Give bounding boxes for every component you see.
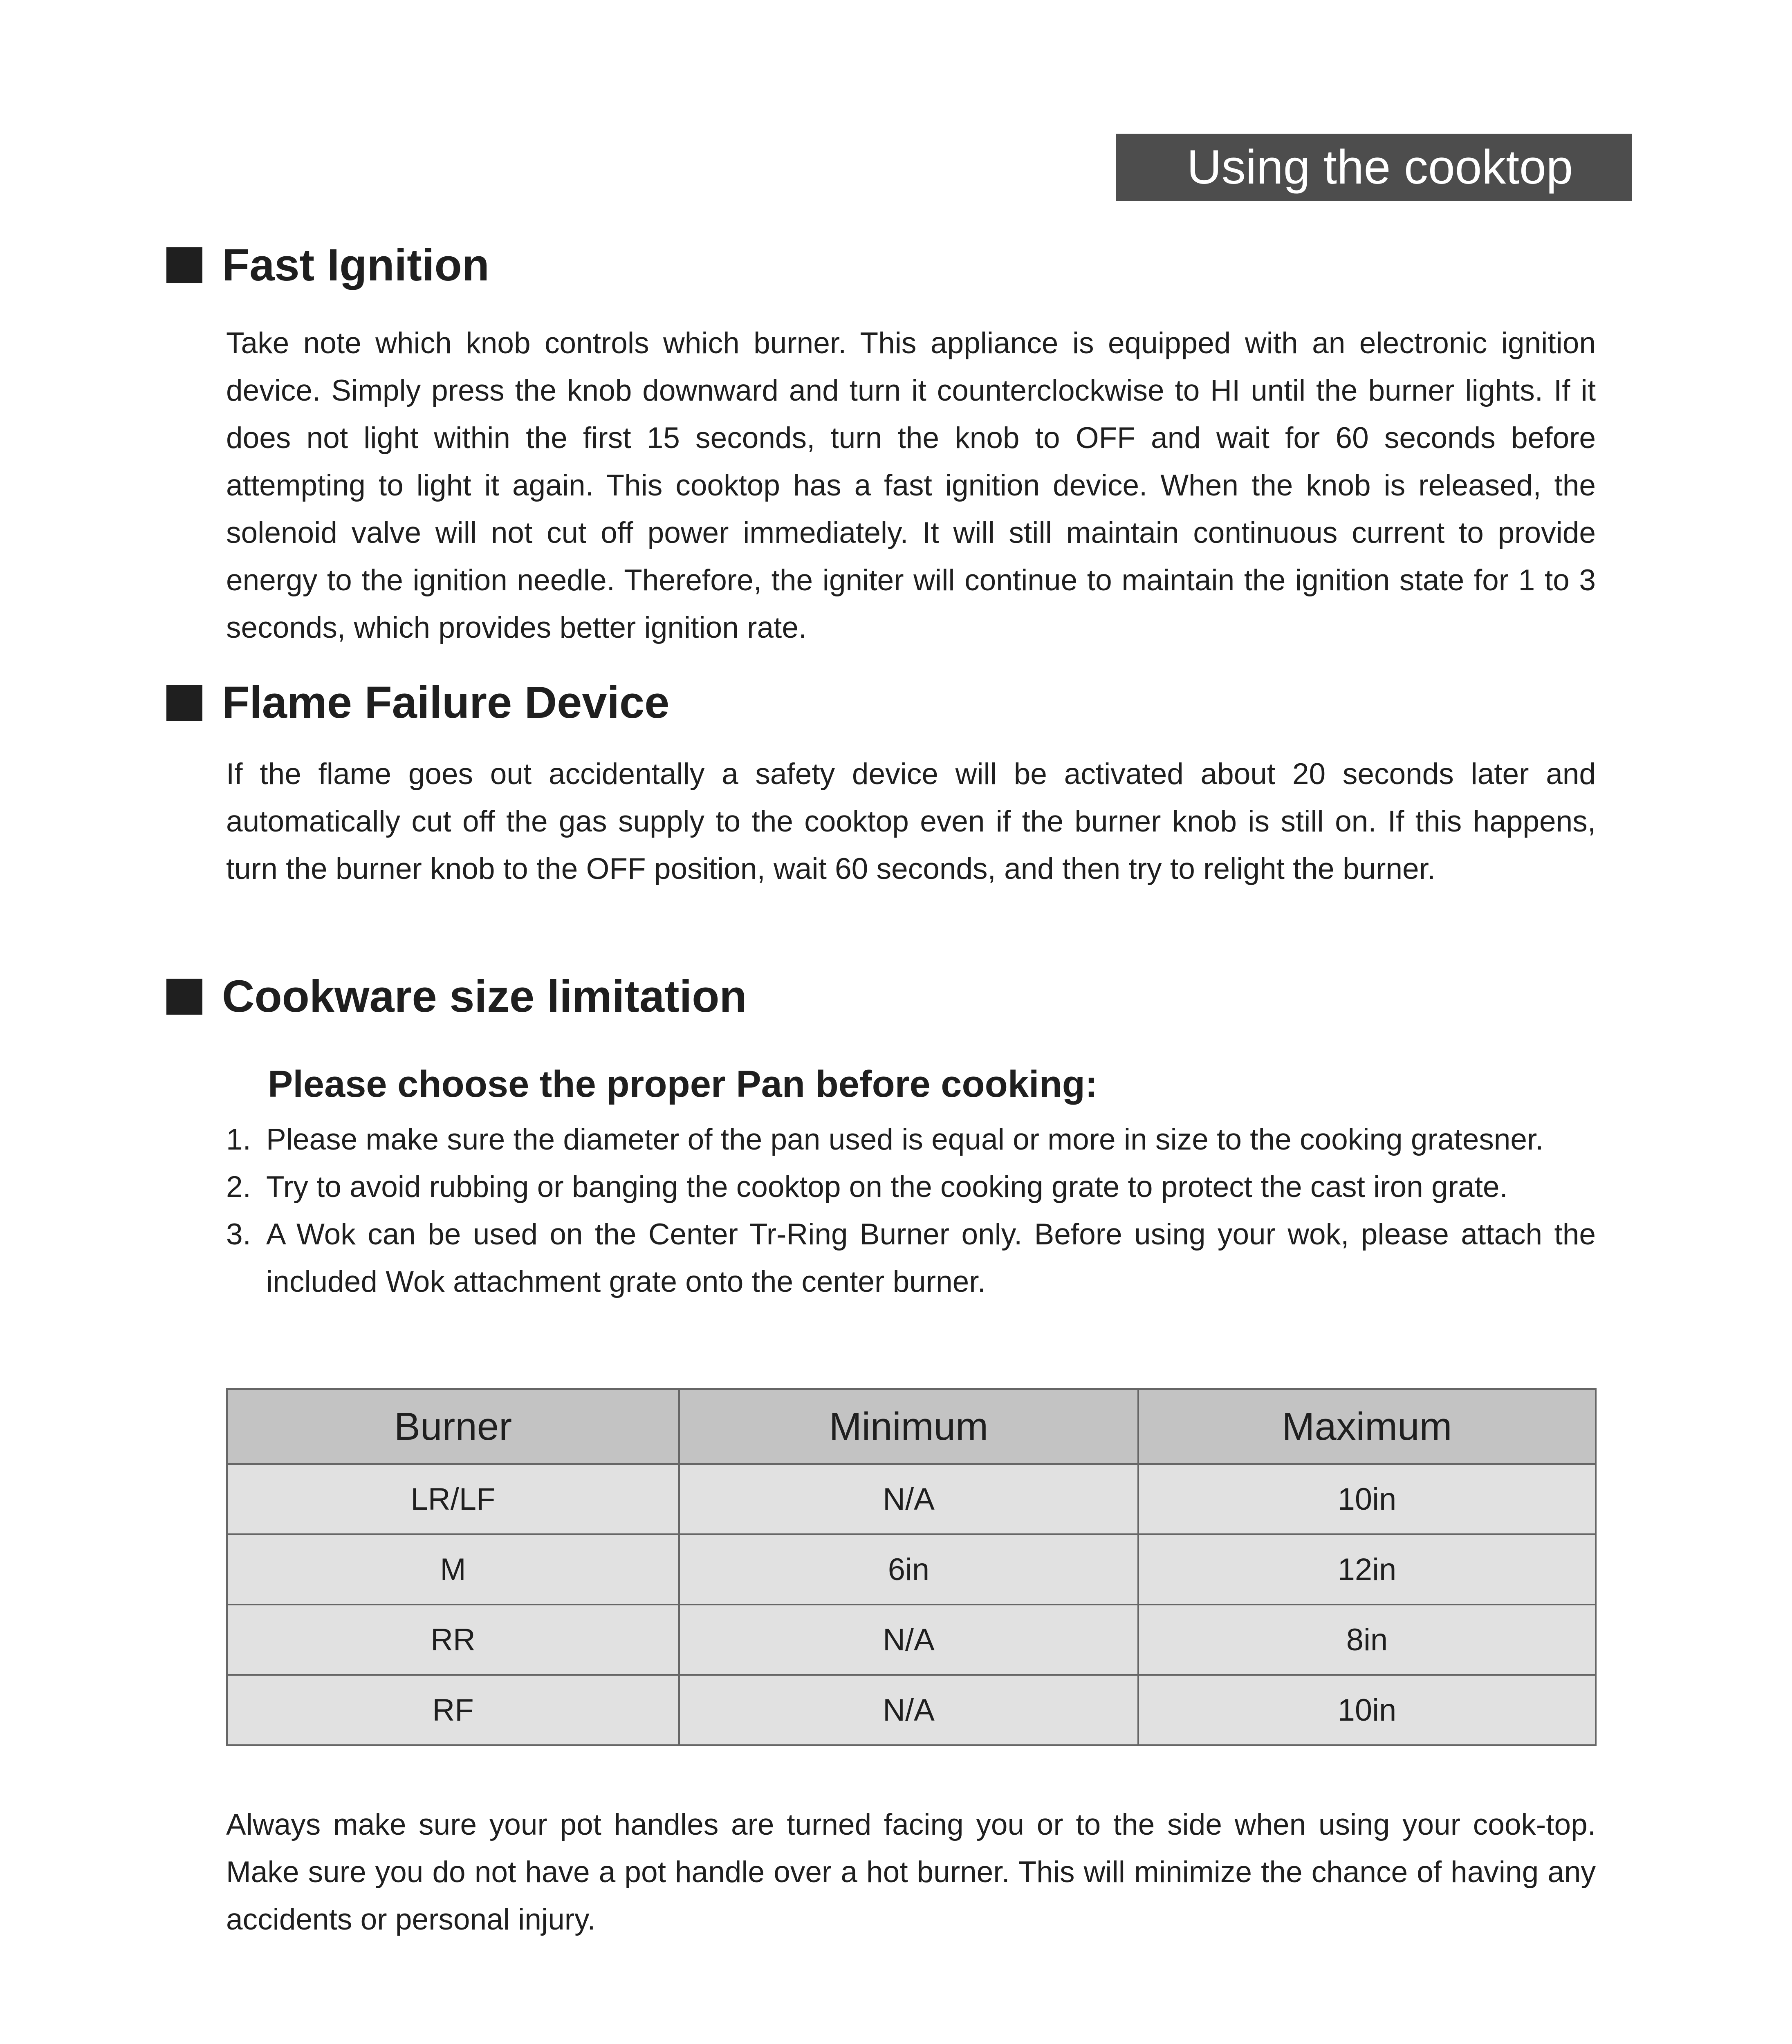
list-item-text: Try to avoid rubbing or banging the cooktop on the cooking grate to protect the cast iron grate. bbox=[266, 1170, 1508, 1204]
section-heading-text: Fast Ignition bbox=[222, 240, 489, 290]
cookware-subheading: Please choose the proper Pan before cooking: bbox=[268, 1063, 1098, 1105]
list-item-number: 3. bbox=[226, 1218, 251, 1251]
square-bullet-icon bbox=[166, 979, 202, 1015]
square-bullet-icon bbox=[166, 685, 202, 721]
list-item bbox=[226, 1211, 1596, 1306]
section-heading-text: Flame Failure Device bbox=[222, 677, 670, 728]
square-bullet-icon bbox=[166, 247, 202, 283]
cookware-instructions-list bbox=[226, 1116, 1596, 1306]
table-cell: 8in bbox=[1138, 1605, 1596, 1675]
section-heading-text: Cookware size limitation bbox=[222, 971, 747, 1022]
table-header-cell: Maximum bbox=[1138, 1389, 1596, 1464]
page-header-title: Using the cooktop bbox=[1116, 134, 1632, 201]
table-cell: RF bbox=[227, 1675, 679, 1745]
table-cell: 12in bbox=[1138, 1534, 1596, 1605]
section-heading-cookware bbox=[166, 970, 747, 1022]
table-header-row bbox=[227, 1389, 1596, 1464]
list-item-number: 1. bbox=[226, 1123, 251, 1156]
table-cell: 10in bbox=[1138, 1675, 1596, 1745]
table-cell: 6in bbox=[679, 1534, 1138, 1605]
table-row bbox=[227, 1464, 1596, 1534]
table-cell: N/A bbox=[679, 1605, 1138, 1675]
table-cell: 10in bbox=[1138, 1464, 1596, 1534]
table-row bbox=[227, 1605, 1596, 1675]
table-cell: N/A bbox=[679, 1675, 1138, 1745]
flame-failure-body: If the flame goes out accidentally a safety device will be activated about 20 seconds later and automatically cut off the gas supply to the cooktop even if the burner knob is still on. If this happens, turn the burner knob to the OFF position, wait 60 seconds, and then try to relight the burner. bbox=[226, 758, 1596, 885]
list-item bbox=[226, 1163, 1596, 1211]
table-cell: N/A bbox=[679, 1464, 1138, 1534]
fast-ignition-body: Take note which knob controls which burner. This appliance is equipped with an electronic ignition device. Simply press the knob downward and turn it counterclockwise to HI until the burner lights. If it does not light within the first 15 seconds, turn the knob to OFF and wait for 60 seconds before attempting to light it again. This cooktop has a fast ignition device. When the knob is released, the solenoid valve will not cut off power immediately. It will still maintain continuous current to provide energy to the ignition needle. Therefore, the igniter will continue to maintain the ignition state for 1 to 3 seconds, which provides better ignition rate. bbox=[226, 327, 1596, 644]
table-header-cell: Burner bbox=[227, 1389, 679, 1464]
cookware-closing-paragraph: Always make sure your pot handles are turned facing you or to the side when using your cook-top. Make sure you do not have a pot handle over a hot burner. This will minimize the chance of having any accidents or personal injury. bbox=[226, 1808, 1596, 1936]
table-row bbox=[227, 1534, 1596, 1605]
list-item-number: 2. bbox=[226, 1170, 251, 1204]
table-row bbox=[227, 1675, 1596, 1745]
list-item bbox=[226, 1116, 1596, 1163]
section-heading-fast-ignition bbox=[166, 239, 489, 291]
table-cell: LR/LF bbox=[227, 1464, 679, 1534]
section-heading-flame-failure bbox=[166, 677, 669, 728]
table-cell: M bbox=[227, 1534, 679, 1605]
table-header-cell: Minimum bbox=[679, 1389, 1138, 1464]
table-cell: RR bbox=[227, 1605, 679, 1675]
list-item-text: A Wok can be used on the Center Tr-Ring Burner only. Before using your wok, please attach the included Wok attachment grate onto the center burner. bbox=[266, 1218, 1596, 1298]
list-item-text: Please make sure the diameter of the pan used is equal or more in size to the cooking gratesner. bbox=[266, 1123, 1544, 1156]
cookware-size-table bbox=[226, 1388, 1597, 1746]
